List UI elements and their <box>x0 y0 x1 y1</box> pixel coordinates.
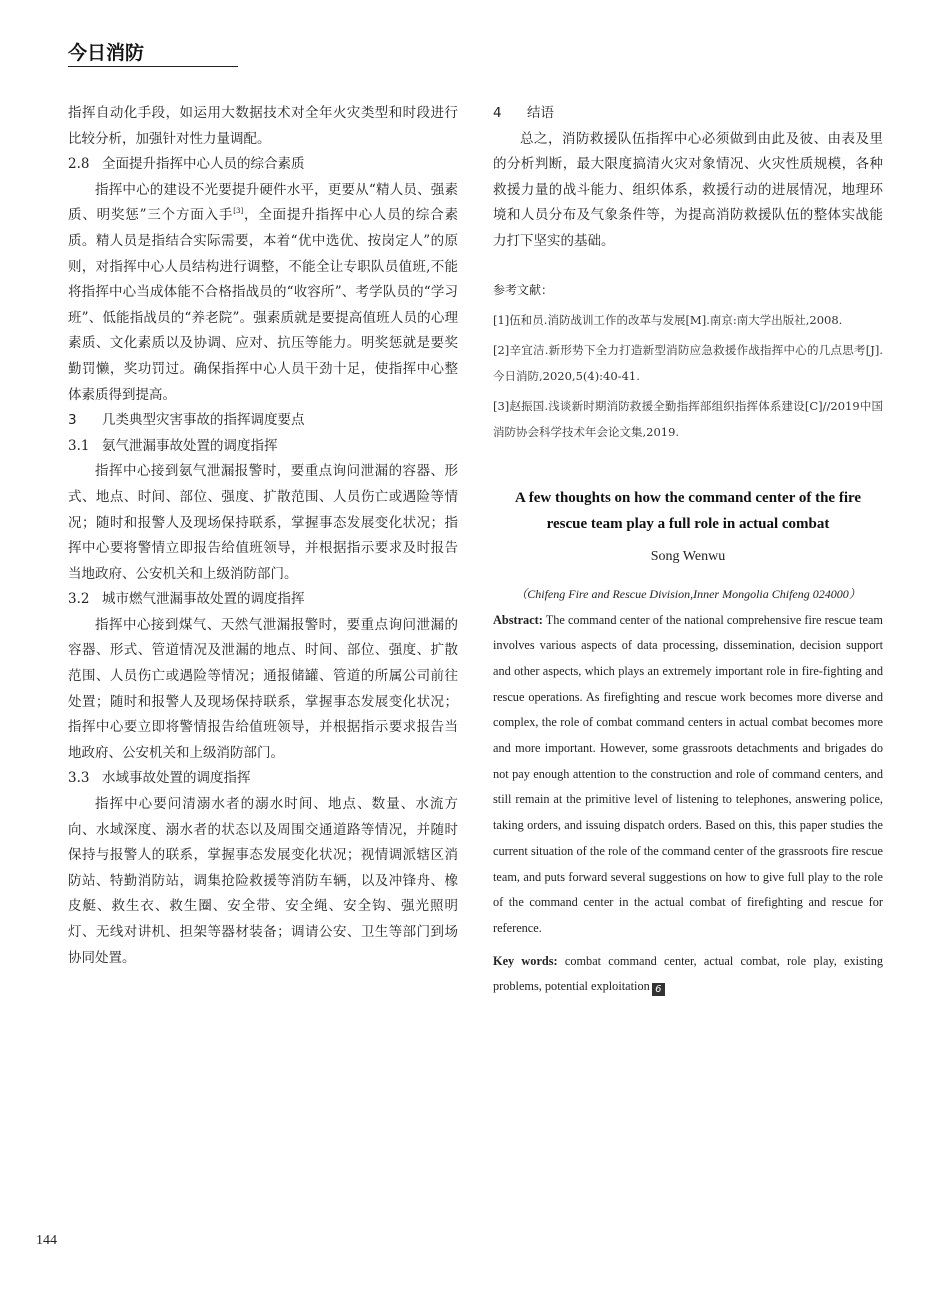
section-4-heading <box>493 101 883 127</box>
section-3-2-heading <box>68 587 458 613</box>
journal-title: 今日消防 <box>68 42 145 64</box>
abstract-label: Abstract: <box>493 612 543 627</box>
section-title: 全面提升指挥中心人员的综合素质 <box>102 156 305 173</box>
section-3-3-heading <box>68 766 458 792</box>
english-abstract <box>493 608 883 942</box>
english-affiliation: （Chifeng Fire and Rescue Division,Inner Mongolia Chifeng 024000） <box>515 586 861 601</box>
conclusion-paragraph: 总之，消防救援队伍指挥中心必须做到由此及彼、由表及里的分析判断，最大限度搞清火灾对象情况、火灾性质规模，各种救援力量的战斗能力、组织体系，救援行动的进展情况，地理环境和人员分布及气象条件等，为提高消防救援队伍的整体实战能力打下坚实的基础。 <box>493 130 883 249</box>
section-number: 3.1 <box>68 437 90 454</box>
section-3-1-paragraph: 指挥中心接到氨气泄漏报警时，要重点询问泄漏的容器、形式、地点、时间、部位、强度、扩散范围、人员伤亡或遇险等情况；随时和报警人及现场保持联系，掌握事态发展变化状况；指挥中心要将警情立即报告给值班领导，并根据指示要求及时报告当地政府、公安机关和上级消防部门。 <box>68 463 458 582</box>
end-mark-icon: 6 <box>652 983 665 996</box>
english-keywords <box>493 949 883 1000</box>
reference-item: [2]辛宜洁.新形势下全力打造新型消防应急救援作战指挥中心的几点思考[J].今日消防,2020,5(4):40-41. <box>493 343 883 383</box>
section-title: 氨气泄漏事故处置的调度指挥 <box>102 437 278 454</box>
page-number: 144 <box>36 1233 57 1248</box>
references-heading: 参考文献： <box>493 282 554 297</box>
section-title: 结语 <box>527 105 554 121</box>
section-3-1-heading <box>68 434 458 460</box>
right-column <box>493 101 883 1000</box>
english-title: A few thoughts on how the command center of the fire rescue team play a full role in actual combat <box>514 489 862 532</box>
section-3-2-paragraph: 指挥中心接到煤气、天然气泄漏报警时，要重点询问泄漏的容器、形式、管道情况及泄漏的地点、时间、部位、强度、扩散范围、人员伤亡或遇险等情况；通报储罐、管道的所属公司前往处置；随时和报警人及现场保持联系，掌握事态发展变化状况；指挥中心要立即将警情报告给值班领导，并根据指示要求报告当地政府、公安机关和上级消防部门。 <box>68 616 458 761</box>
reference-item: [1]伍和员.消防战训工作的改革与发展[M].南京:南大学出版社,2008. <box>493 312 843 327</box>
section-title: 几类典型灾害事故的指挥调度要点 <box>102 412 305 429</box>
left-column <box>68 101 458 971</box>
english-author: Song Wenwu <box>650 548 726 564</box>
abstract-text: The command center of the national comprehensive fire rescue team involves various aspects of data processing, dissemination, decision support and other aspects, which plays an extremely important role in fire-fighting and rescue operations. As firefighting and rescue work becomes more diverse and complex, the role of combat command centers in actual combat becomes more and more important. However, some grassroots detachments and brigades do not pay enough attention to the construction and role of command centers, and still remain at the primitive level of listening to telephones, answering police, taking orders, and issuing dispatch orders. Based on this, this paper studies the current situation of the role of the command center of the grassroots fire rescue team, and puts forward several suggestions on how to give full play to the role of the command center in the actual combat of firefighting and rescue for reference. <box>493 612 883 935</box>
header-rule <box>68 66 238 67</box>
section-title: 水域事故处置的调度指挥 <box>102 770 251 787</box>
citation: [3] <box>233 207 244 216</box>
section-number: 3.3 <box>68 770 90 787</box>
section-number: 4 <box>493 105 502 121</box>
section-number: 3 <box>68 412 77 429</box>
section-3-3-paragraph: 指挥中心要问清溺水者的溺水时间、地点、数量、水流方向、水域深度、溺水者的状态以及周围交通道路等情况，并随时保持与报警人的联系，掌握事态发展变化状况；视情调派辖区消防站、特勤消防站，调集抢险救援等消防车辆，以及冲锋舟、橡皮艇、救生衣、救生圈、安全带、安全绳、安全钩、强光照明灯、无线对讲机、担架等器材装备；调请公安、卫生等部门到场协同处置。 <box>68 796 458 966</box>
section-2-8-heading <box>68 152 458 178</box>
reference-item: [3]赵振国.浅谈新时期消防救援全勤指挥部组织指挥体系建设[C]//2019中国消防协会科学技术年会论文集,2019. <box>493 399 883 439</box>
section-title: 城市燃气泄漏事故处置的调度指挥 <box>102 591 305 608</box>
section-2-8-paragraph: 指挥中心的建设不光要提升硬件水平，更要从“精人员、强素质、明奖惩”三个方面入手[3]，全面提升指挥中心人员的综合素质。精人员是指结合实际需要，本着“优中选优、按岗定人”的原则，对指挥中心人员结构进行调整，不能全让专职队员值班,不能将指挥中心当成体能不合格指战员的“收容所”、考学队员的“学习班”、低能指战员的“养老院”。强素质就是要提高值班人员的心理素质、文化素质以及协调、应对、抗压等能力。明奖惩就是要奖勤罚懒，奖功罚过。确保指挥中心人员干劲十足，使指挥中心整体素质得到提高。 <box>68 181 459 403</box>
section-number: 2.8 <box>68 156 90 173</box>
section-number: 3.2 <box>68 591 90 608</box>
keywords-text: combat command center, actual combat, role play, existing problems, potential exploitation <box>493 953 884 994</box>
keywords-label: Key words: <box>493 953 558 968</box>
intro-paragraph: 指挥自动化手段，如运用大数据技术对全年火灾类型和时段进行比较分析，加强针对性力量调配。 <box>68 105 458 147</box>
section-3-heading <box>68 408 458 434</box>
